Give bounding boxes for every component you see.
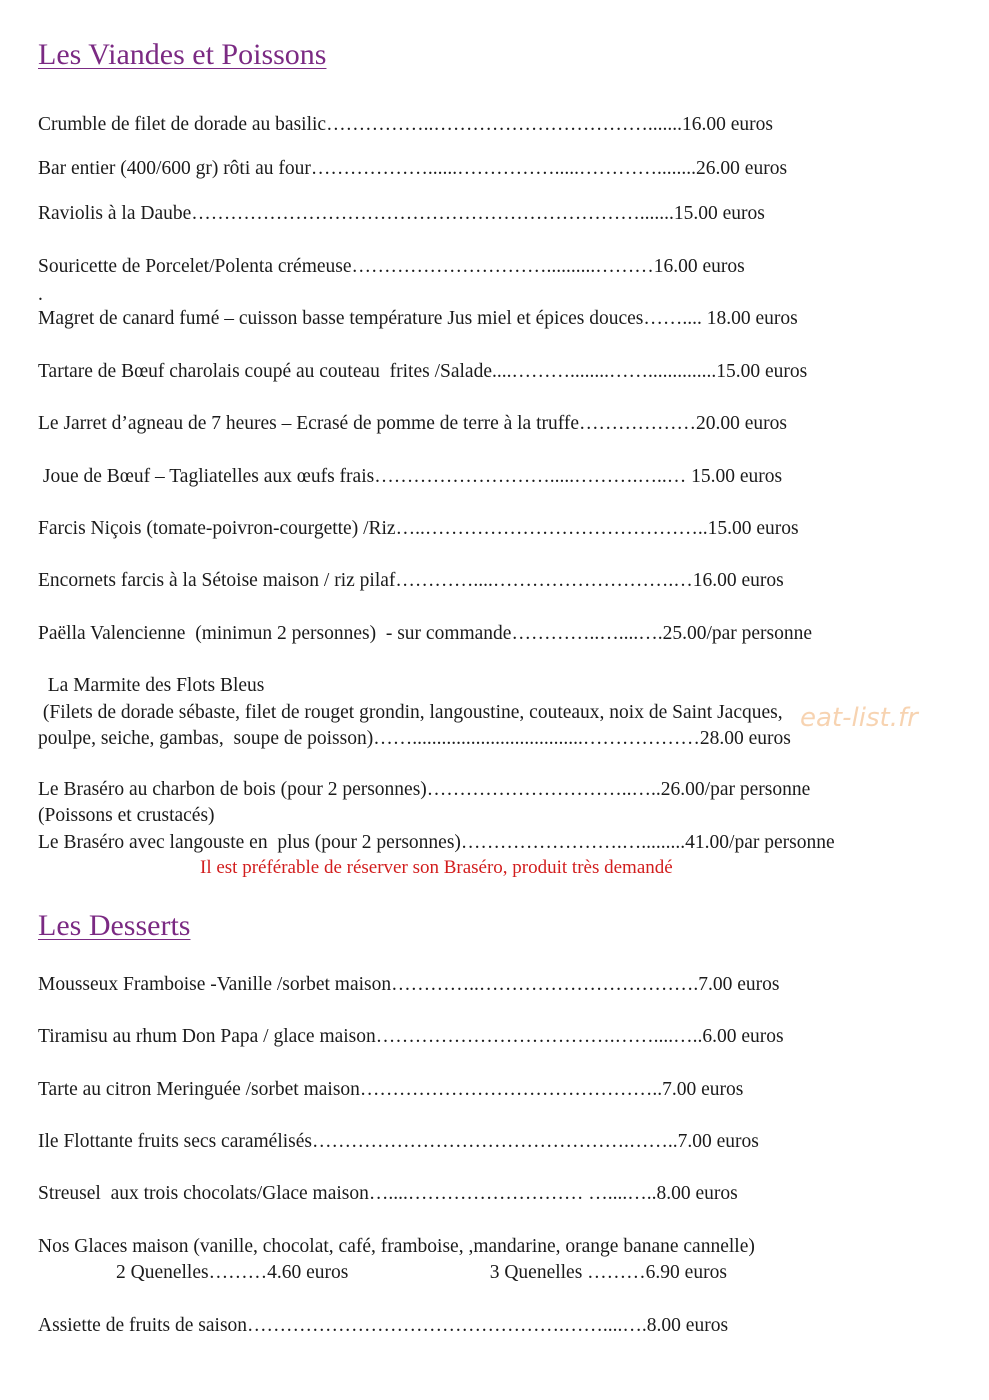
dessert-item-fruits-saison: Assiette de fruits de saison………………………………………….……....….8.00 euros: [38, 1315, 729, 1336]
menu-item-marmite-description: (Filets de dorade sébaste, filet de rouget grondin, langoustine, couteaux, noix de Saint Jacques,: [38, 702, 783, 723]
menu-item-paella: Paëlla Valencienne (minimun 2 personnes) - sur commande…………..…....….25.00/par personne: [38, 623, 813, 644]
menu-item-jarret-agneau: Le Jarret d’agneau de 7 heures – Ecrasé de pomme de terre à la truffe………………20.00 euros: [38, 413, 788, 434]
section-title-mains: Les Viandes et Poissons: [38, 38, 327, 71]
brasero-reservation-note: Il est préférable de réserver son Braséro, produit très demandé: [200, 857, 673, 878]
dessert-item-ile-flottante: Ile Flottante fruits secs caramélisés………………………………………….……..7.00 euros: [38, 1131, 759, 1152]
dessert-item-tarte-citron: Tarte au citron Meringuée /sorbet maison………………………………………..7.00 euros: [38, 1079, 744, 1100]
dessert-item-mousseux-framboise: Mousseux Framboise -Vanille /sorbet maison…………..…………………………….7.00 euros: [38, 974, 780, 995]
menu-item-brasero-langouste: Le Braséro avec langouste en plus (pour 2 personnes)…………………….….........41.00/par personne: [38, 832, 835, 853]
menu-item-souricette-porcelet: Souricette de Porcelet/Polenta crémeuse…………………………..........………16.00 euros: [38, 256, 745, 277]
dessert-item-streusel: Streusel aux trois chocolats/Glace maison…....……………………… …....…..8.00 euros: [38, 1183, 738, 1204]
menu-item-joue-boeuf: Joue de Bœuf – Tagliatelles aux œufs frais……………………….....……….…..… 15.00 euros: [38, 466, 783, 487]
menu-item-magret-canard: Magret de canard fumé – cuisson basse température Jus miel et épices douces…….... 18.00 euros: [38, 308, 798, 329]
menu-item-tartare-boeuf: Tartare de Bœuf charolais coupé au couteau frites /Salade....………........……..............15.00 euros: [38, 361, 808, 382]
menu-item-farcis-nicois: Farcis Niçois (tomate-poivron-courgette) /Riz…..……………………………………..15.00 euros: [38, 518, 799, 539]
menu-item-crumble-dorade: Crumble de filet de dorade au basilic……………..…………………………….......16.00 euros: [38, 114, 773, 135]
menu-item-raviolis-daube: Raviolis à la Daube…………………………………………………………….......15.00 euros: [38, 203, 765, 224]
menu-item-marmite-price: poulpe, seiche, gambas, soupe de poisson)……...................................………………28.00 euros: [38, 728, 791, 749]
stray-dot: .: [38, 284, 43, 305]
menu-item-encornets-farcis: Encornets farcis à la Sétoise maison / riz pilaf…………....……………………….…16.00 euros: [38, 570, 784, 591]
dessert-item-tiramisu: Tiramisu au rhum Don Papa / glace maison……………………………….……....…..6.00 euros: [38, 1026, 784, 1047]
menu-item-brasero-detail: (Poissons et crustacés): [38, 805, 215, 826]
menu-item-brasero: Le Braséro au charbon de bois (pour 2 personnes)…………………………..…..26.00/par personne: [38, 779, 811, 800]
menu-item-marmite-title: La Marmite des Flots Bleus: [38, 675, 265, 696]
dessert-item-glaces-prices: 2 Quenelles………4.60 euros 3 Quenelles ………6.90 euros: [38, 1262, 727, 1283]
section-title-desserts: Les Desserts: [38, 909, 191, 942]
menu-item-bar-entier: Bar entier (400/600 gr) rôti au four………………......…………….....…………........26.00 euros: [38, 158, 788, 179]
dessert-item-glaces-maison: Nos Glaces maison (vanille, chocolat, café, framboise, ,mandarine, orange banane cannelle): [38, 1236, 755, 1257]
watermark: eat-list.fr: [800, 703, 918, 733]
